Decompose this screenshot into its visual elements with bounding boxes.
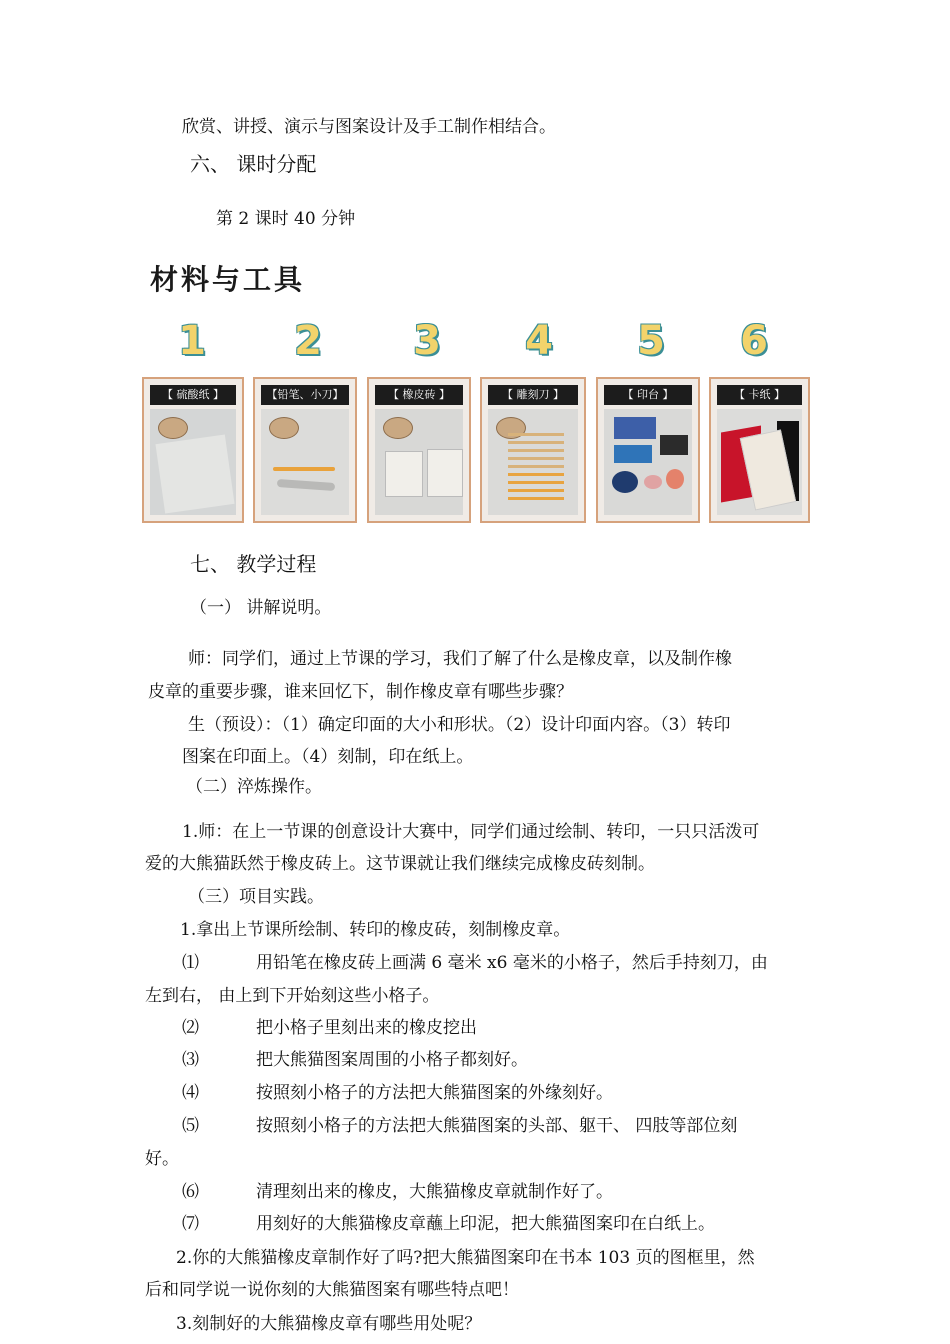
paper-sheet-shape — [155, 434, 234, 513]
step-1-continued: 左到右， 由上到下开始刻这些小格子。 — [145, 986, 440, 1006]
material-card-carving-knife — [480, 377, 586, 523]
step-text: 用铅笔在橡皮砖上画满 6 毫米 x6 毫米的小格子，然后手持刻刀，由 — [256, 953, 768, 973]
student-answer-line-2: 图案在印面上。（4）刻制，印在纸上。 — [182, 747, 474, 767]
part-2-line-2: 爱的大熊猫跃然于橡皮砖上。这节课就让我们继续完成橡皮砖刻制。 — [145, 854, 655, 874]
question-2-line-1: 2.你的大熊猫橡皮章制作好了吗?把大熊猫图案印在书本 103 页的图框里，然 — [176, 1248, 755, 1268]
seal-icon — [158, 417, 188, 439]
student-answer-line-1: 生（预设）：（1）确定印面的大小和形状。（2）设计印面内容。（3）转印 — [188, 715, 731, 735]
material-label: 【 卡纸 】 — [717, 385, 802, 405]
step-text: 按照刻小格子的方法把大熊猫图案的头部、躯干、 四肢等部位刻 — [256, 1116, 738, 1136]
step-number: ⑴ — [182, 953, 199, 973]
step-number: ⑺ — [182, 1214, 199, 1234]
step-5-continued: 好。 — [145, 1149, 179, 1169]
material-label: 【 硫酸纸 】 — [150, 385, 236, 405]
step-7 — [182, 1213, 715, 1235]
step-text: 按照刻小格子的方法把大熊猫图案的外缘刻好。 — [256, 1083, 613, 1103]
step-number: ⑸ — [182, 1116, 199, 1136]
ink-pad-icon — [612, 471, 638, 493]
material-label: 【铅笔、小刀】 — [261, 385, 349, 405]
step-number: ⑶ — [182, 1050, 199, 1070]
seal-icon — [269, 417, 299, 439]
carving-knife-set-icon — [508, 433, 564, 436]
step-5 — [182, 1115, 737, 1137]
material-card-eraser-brick — [367, 377, 471, 523]
tracing-paper-photo — [150, 409, 236, 515]
question-2-line-2: 后和同学说一说你刻的大熊猫图案有哪些特点吧！ — [145, 1280, 519, 1300]
part-1-heading: （一） 讲解说明。 — [190, 598, 332, 618]
eraser-brick-photo — [375, 409, 463, 515]
section-7-heading: 七、 教学过程 — [190, 552, 317, 576]
part-2-heading: （二）淬炼操作。 — [186, 777, 322, 797]
part-3-heading: （三）项目实践。 — [188, 887, 324, 907]
pencil-knife-photo — [261, 409, 349, 515]
ink-pad-photo — [604, 409, 692, 515]
step-number: ⑹ — [182, 1182, 199, 1202]
ink-pad-icon — [614, 417, 656, 439]
cardstock-photo — [717, 409, 802, 515]
step-6 — [182, 1181, 613, 1203]
ink-pad-icon — [644, 475, 662, 489]
step-3 — [182, 1049, 528, 1071]
step-text: 把小格子里刻出来的橡皮挖出 — [256, 1018, 477, 1038]
step-text: 清理刻出来的橡皮，大熊猫橡皮章就制作好了。 — [256, 1182, 613, 1202]
material-label: 【 橡皮砖 】 — [375, 385, 463, 405]
step-text: 把大熊猫图案周围的小格子都刻好。 — [256, 1050, 528, 1070]
eraser-block-icon — [427, 449, 463, 497]
step-2 — [182, 1017, 477, 1039]
question-3: 3.刻制好的大熊猫橡皮章有哪些用处呢？ — [176, 1314, 482, 1334]
step-number: ⑵ — [182, 1018, 199, 1038]
material-number-1: 1 — [178, 318, 206, 364]
ink-pad-icon — [660, 435, 688, 455]
seal-icon — [383, 417, 413, 439]
section-6-heading: 六、 课时分配 — [190, 152, 317, 176]
part-2-line-1: 1.师：在上一节课的创意设计大赛中，同学们通过绘制、转印，一只只活泼可 — [182, 822, 760, 842]
material-card-cardstock — [709, 377, 810, 523]
material-number-6: 6 — [740, 318, 768, 364]
teacher-question-line-1: 师：同学们，通过上节课的学习，我们了解了什么是橡皮章，以及制作橡 — [188, 649, 732, 669]
eraser-block-icon — [385, 451, 423, 497]
step-text: 用刻好的大熊猫橡皮章蘸上印泥，把大熊猫图案印在白纸上。 — [256, 1214, 715, 1234]
step-1 — [182, 952, 768, 974]
step-number: ⑷ — [182, 1083, 199, 1103]
material-card-ink-pad — [596, 377, 700, 523]
part-3-intro: 1.拿出上节课所绘制、转印的橡皮砖，刻制橡皮章。 — [180, 920, 571, 940]
carving-knife-photo — [488, 409, 578, 515]
material-label: 【 雕刻刀 】 — [488, 385, 578, 405]
material-number-2: 2 — [294, 318, 322, 364]
lesson-time: 第 2 课时 40 分钟 — [216, 209, 356, 229]
material-number-3: 3 — [413, 318, 441, 364]
methods-line: 欣赏、讲授、演示与图案设计及手工制作相结合。 — [182, 117, 556, 137]
pencil-icon — [273, 467, 335, 471]
ink-pad-icon — [614, 445, 652, 463]
knife-icon — [277, 479, 335, 491]
material-number-4: 4 — [525, 318, 553, 364]
material-number-5: 5 — [637, 318, 665, 364]
material-label: 【 印台 】 — [604, 385, 692, 405]
material-card-tracing-paper — [142, 377, 244, 523]
teacher-question-line-2: 皮章的重要步骤，谁来回忆下，制作橡皮章有哪些步骤？ — [148, 682, 573, 702]
materials-banner-title: 材料与工具 — [150, 263, 306, 296]
ink-pad-icon — [666, 469, 684, 489]
material-card-pencil-knife — [253, 377, 357, 523]
step-4 — [182, 1082, 613, 1104]
